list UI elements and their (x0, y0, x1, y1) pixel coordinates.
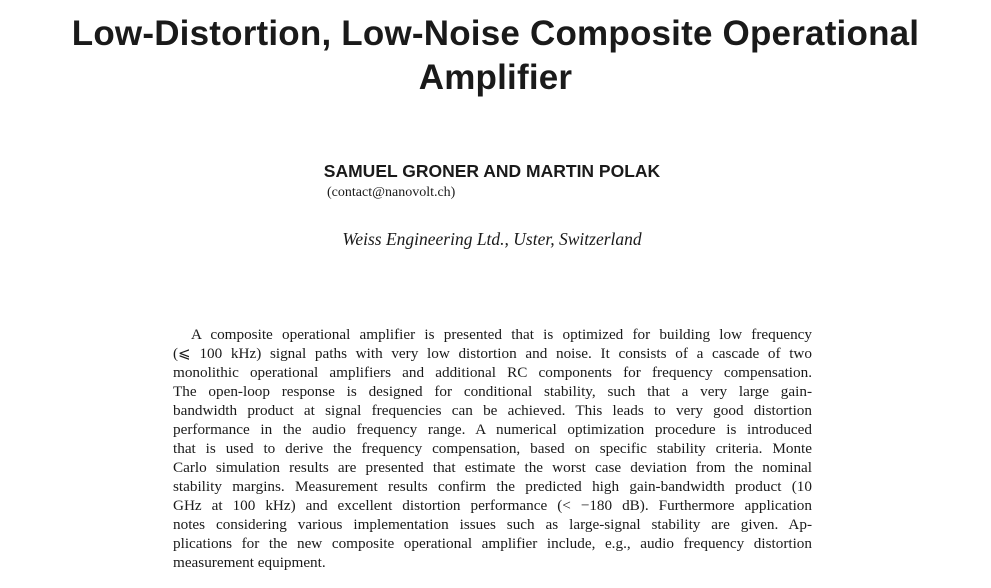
abstract-line: The open-loop response is designed for conditional stability, such that a very large gain- (173, 383, 812, 400)
abstract-line: stability margins. Measurement results confirm the predicted high gain-bandwidth product (10 (173, 478, 812, 495)
abstract (173, 325, 812, 572)
abstract-line: plications for the new composite operational amplifier include, e.g., audio frequency distortion (173, 535, 812, 552)
authors: SAMUEL GRONER AND MARTIN POLAK (323, 161, 661, 181)
abstract-line: notes considering various implementation issues such as large-signal stability are given. Ap- (173, 516, 812, 533)
abstract-line: Carlo simulation results are presented that estimate the worst case deviation from the nominal (173, 459, 812, 476)
abstract-line: measurement equipment. (173, 554, 326, 571)
abstract-line: (⩽ 100 kHz) signal paths with very low distortion and noise. It consists of a cascade of two (173, 345, 812, 362)
paper-title-line-2: Amplifier (418, 58, 573, 97)
abstract-line: that is used to derive the frequency compensation, based on specific stability criteria. Monte (173, 440, 812, 457)
abstract-line: bandwidth product at signal frequencies can be achieved. This leads to very good distortion (173, 402, 812, 419)
abstract-line: A composite operational amplifier is presented that is optimized for building low frequency (191, 326, 812, 343)
paper-title-line-1: Low-Distortion, Low-Noise Composite Operational (71, 14, 920, 53)
abstract-line: monolithic operational amplifiers and additional RC components for frequency compensation. (173, 364, 812, 381)
abstract-line: GHz at 100 kHz) and excellent distortion performance (< −180 dB). Furthermore application (173, 497, 812, 514)
contact-email: (contact@nanovolt.ch) (327, 185, 456, 200)
paper-title (0, 12, 991, 100)
affiliation: Weiss Engineering Ltd., Uster, Switzerland (342, 229, 642, 249)
abstract-line: performance in the audio frequency range. A numerical optimization procedure is introduced (173, 421, 812, 438)
